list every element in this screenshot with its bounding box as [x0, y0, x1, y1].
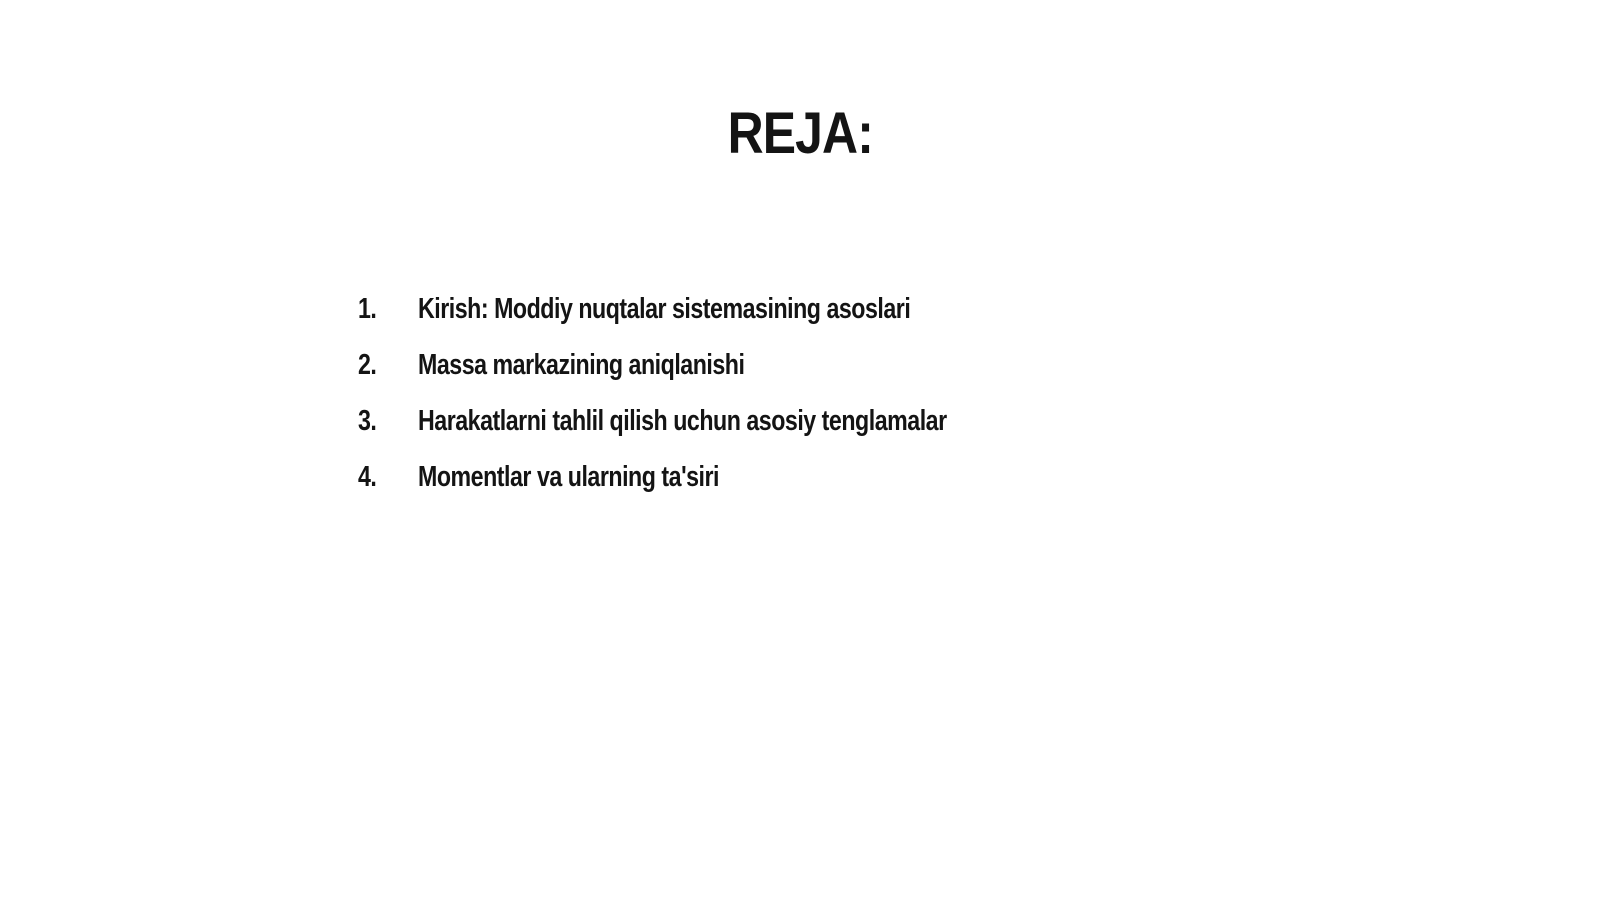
list-item-number: 1.	[358, 293, 377, 325]
list-item-text: Momentlar va ularning ta'siri	[418, 461, 720, 493]
list-item	[358, 401, 947, 457]
list-item-number: 4.	[358, 461, 377, 493]
slide-title: REJA:	[727, 101, 873, 166]
list-item	[358, 289, 947, 345]
list-item-text: Kirish: Moddiy nuqtalar sistemasining asoslari	[418, 293, 911, 325]
list-item-text: Massa markazining aniqlanishi	[418, 349, 745, 381]
list-item-number: 3.	[358, 405, 377, 437]
list-item	[358, 345, 947, 401]
list-item-text: Harakatlarni tahlil qilish uchun asosiy tenglamalar	[418, 405, 947, 437]
list-item-number: 2.	[358, 349, 377, 381]
agenda-list	[358, 289, 947, 513]
list-item	[358, 457, 947, 513]
